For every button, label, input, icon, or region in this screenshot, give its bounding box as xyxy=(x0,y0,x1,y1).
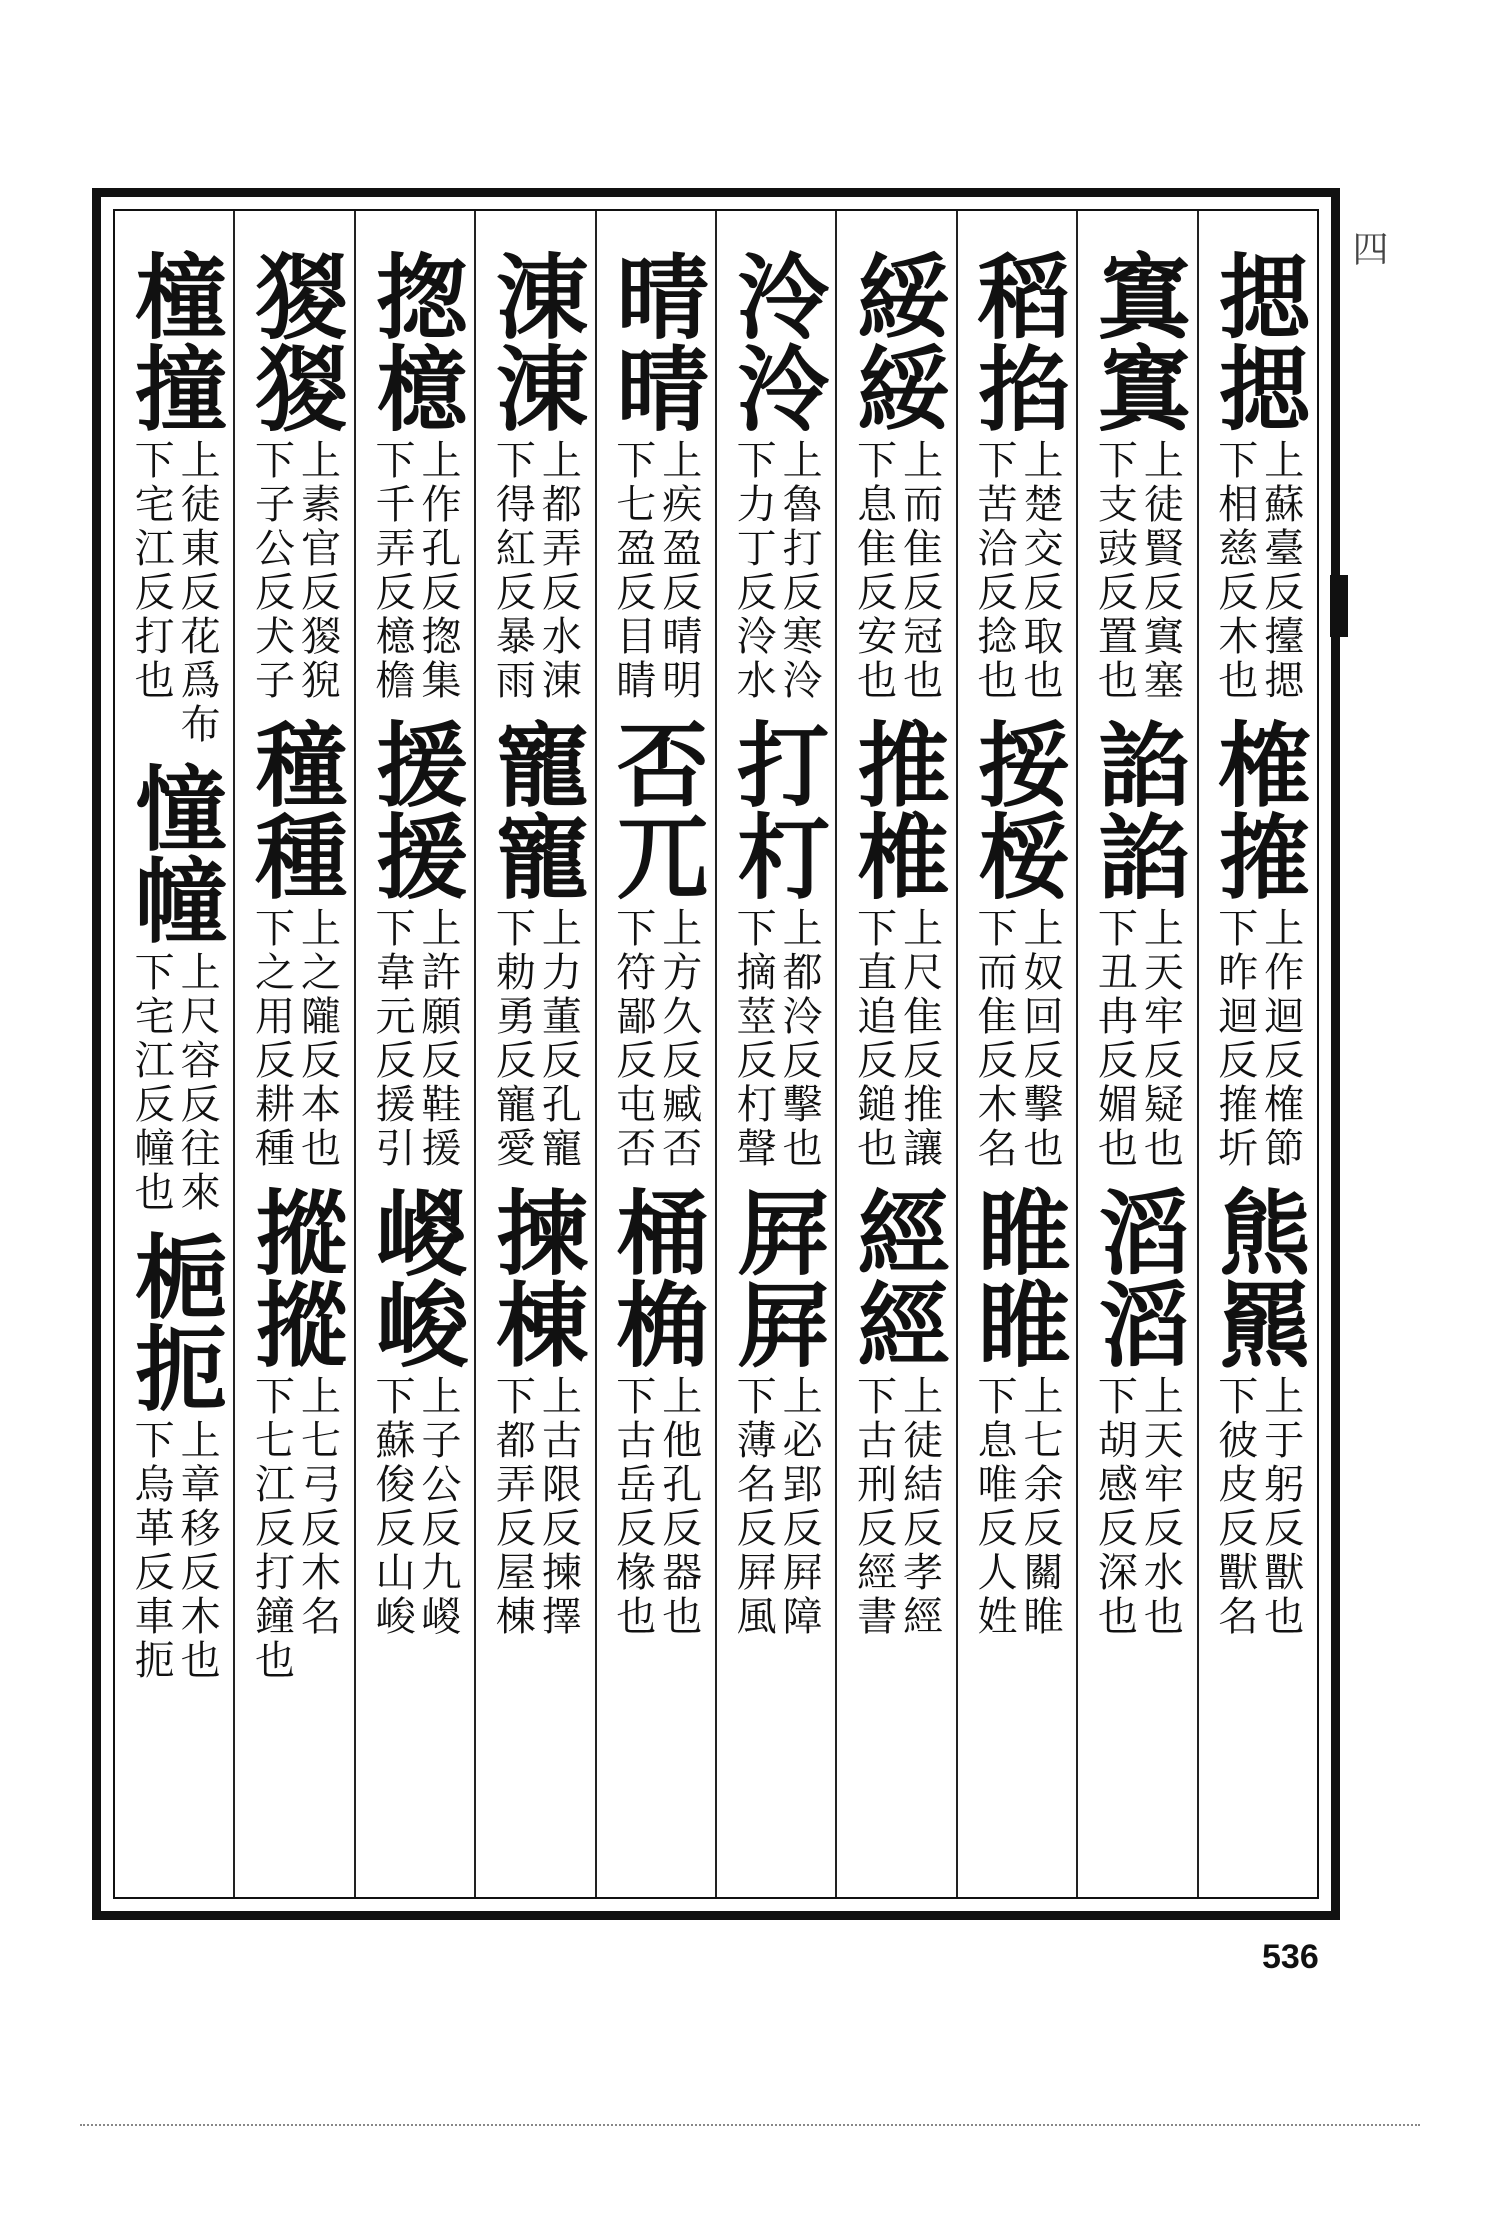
entry-gloss xyxy=(128,439,221,747)
entry-gloss xyxy=(248,907,341,1171)
gloss-lower-reading: 下息隹反安也 xyxy=(850,439,897,703)
gloss-upper-reading: 上古限反揀擇 xyxy=(535,1375,582,1639)
entry-headword: 綏綏 xyxy=(842,249,951,433)
entry-headword: 榷搉 xyxy=(1203,717,1312,901)
gloss-lower-reading: 下而隹反木名 xyxy=(970,907,1017,1171)
gloss-lower-reading: 下摘莖反朾聲 xyxy=(730,907,777,1171)
dictionary-entry xyxy=(1199,249,1317,717)
gloss-upper-reading: 上而隹反冠也 xyxy=(896,439,943,703)
entry-gloss xyxy=(970,907,1063,1171)
entry-headword: 否兀 xyxy=(601,717,710,901)
dictionary-entry xyxy=(1078,1185,1196,1653)
gloss-upper-reading: 上魯打反寒泠 xyxy=(776,439,823,703)
gloss-lower-reading: 下勅勇反寵愛 xyxy=(489,907,536,1171)
entry-headword: 挼桵 xyxy=(962,717,1071,901)
entry-gloss xyxy=(730,439,823,703)
gloss-lower-reading: 下古岳反椽也 xyxy=(609,1375,656,1639)
dictionary-column xyxy=(715,211,835,1897)
entry-headword: 晴晴 xyxy=(601,249,710,433)
gloss-lower-reading: 下得紅反暴雨 xyxy=(489,439,536,703)
gloss-lower-reading: 下七江反打鐘也 xyxy=(248,1375,295,1683)
gloss-lower-reading: 下都弄反屋棟 xyxy=(489,1375,536,1639)
dictionary-entry xyxy=(837,1185,955,1653)
entry-gloss xyxy=(368,1375,461,1639)
gloss-upper-reading: 上七弓反木名 xyxy=(294,1375,341,1639)
dictionary-column xyxy=(1076,211,1196,1897)
dictionary-entry xyxy=(717,717,835,1185)
margin-mark: 四 xyxy=(1347,230,1388,266)
gloss-upper-reading: 上徒結反孝經 xyxy=(896,1375,943,1639)
entry-headword: 經經 xyxy=(842,1185,951,1369)
gloss-lower-reading: 下丑冉反媚也 xyxy=(1091,907,1138,1171)
entry-headword: 摐摐 xyxy=(240,1185,349,1369)
dictionary-entry xyxy=(476,249,594,717)
dictionary-entry xyxy=(235,1185,353,1697)
gloss-lower-reading: 下宅江反幢也 xyxy=(128,951,175,1215)
gloss-upper-reading: 上都泠反擊也 xyxy=(776,907,823,1171)
entry-gloss xyxy=(1211,1375,1304,1639)
entry-gloss xyxy=(850,1375,943,1639)
dictionary-entry xyxy=(597,717,715,1185)
gloss-lower-reading: 下彼皮反獸名 xyxy=(1211,1375,1258,1639)
gloss-upper-reading: 上蘇臺反擡揌 xyxy=(1257,439,1304,703)
gloss-upper-reading: 上尺隹反推讓 xyxy=(896,907,943,1171)
gloss-upper-reading: 上楚交反取也 xyxy=(1016,439,1063,703)
dictionary-column xyxy=(595,211,715,1897)
entry-gloss xyxy=(128,951,221,1215)
gloss-upper-reading: 上都弄反水涷 xyxy=(535,439,582,703)
dictionary-entry xyxy=(717,1185,835,1653)
dictionary-entry xyxy=(597,249,715,717)
entry-gloss xyxy=(248,439,341,703)
gloss-lower-reading: 下之用反耕種 xyxy=(248,907,295,1171)
entry-headword: 打朾 xyxy=(722,717,831,901)
dictionary-column xyxy=(354,211,474,1897)
dictionary-entry xyxy=(1199,1185,1317,1653)
entry-headword: 涷涷 xyxy=(481,249,590,433)
page-frame xyxy=(92,188,1340,1920)
entry-headword: 熊羆 xyxy=(1203,1185,1312,1369)
entry-headword: 窴窴 xyxy=(1083,249,1192,433)
gloss-upper-reading: 上之隴反本也 xyxy=(294,907,341,1171)
dictionary-entry xyxy=(115,1229,233,1697)
gloss-lower-reading: 下七盈反目睛 xyxy=(609,439,656,703)
entry-headword: 滔滔 xyxy=(1083,1185,1192,1369)
entry-headword: 憧幢 xyxy=(120,761,229,945)
gloss-upper-reading: 上奴回反擊也 xyxy=(1016,907,1063,1171)
gloss-lower-reading: 下支豉反置也 xyxy=(1091,439,1138,703)
dictionary-column xyxy=(1197,211,1317,1897)
gloss-upper-reading: 上許願反鞋援 xyxy=(414,907,461,1171)
entry-headword: 睢睢 xyxy=(962,1185,1071,1369)
gloss-upper-reading: 上徒賢反窴塞 xyxy=(1137,439,1184,703)
entry-headword: 穜種 xyxy=(240,717,349,901)
dictionary-entry xyxy=(1078,249,1196,717)
dictionary-column xyxy=(835,211,955,1897)
entry-headword: 援援 xyxy=(360,717,469,901)
entry-gloss xyxy=(1091,439,1184,703)
entry-gloss xyxy=(128,1419,221,1683)
page-number: 536 xyxy=(1262,1938,1319,1976)
gloss-lower-reading: 下千弄反檍檐 xyxy=(368,439,415,703)
gloss-upper-reading: 上素官反猣猊 xyxy=(294,439,341,703)
entry-gloss xyxy=(730,1375,823,1639)
dictionary-entry xyxy=(115,249,233,761)
dictionary-entry xyxy=(115,761,233,1229)
dictionary-entry xyxy=(837,249,955,717)
entry-headword: 揔檍 xyxy=(360,249,469,433)
gloss-upper-reading: 上七余反關睢 xyxy=(1016,1375,1063,1639)
dictionary-entry xyxy=(476,717,594,1185)
dictionary-entry xyxy=(597,1185,715,1653)
entry-gloss xyxy=(609,439,702,703)
gloss-upper-reading: 上天牢反水也 xyxy=(1137,1375,1184,1639)
gloss-upper-reading: 上于躬反獸也 xyxy=(1257,1375,1304,1639)
dictionary-entry xyxy=(476,1185,594,1653)
gloss-upper-reading: 上章移反木也 xyxy=(174,1419,221,1683)
gloss-upper-reading: 上必郢反屛障 xyxy=(776,1375,823,1639)
entry-gloss xyxy=(489,439,582,703)
gloss-lower-reading: 下胡感反深也 xyxy=(1091,1375,1138,1639)
entry-gloss xyxy=(1211,907,1304,1171)
gloss-lower-reading: 下息唯反人姓 xyxy=(970,1375,1017,1639)
entry-gloss xyxy=(1091,907,1184,1171)
dictionary-entry xyxy=(837,717,955,1185)
entry-headword: 屛屛 xyxy=(722,1185,831,1369)
gloss-lower-reading: 下昨迴反搉圻 xyxy=(1211,907,1258,1171)
entry-headword: 寵寵 xyxy=(481,717,590,901)
entry-headword: 嵕峻 xyxy=(360,1185,469,1369)
gloss-lower-reading: 下薄名反屛風 xyxy=(730,1375,777,1639)
dictionary-column xyxy=(115,211,233,1897)
entry-headword: 諂諂 xyxy=(1083,717,1192,901)
dictionary-entry xyxy=(235,249,353,717)
dictionary-column xyxy=(233,211,353,1897)
entry-gloss xyxy=(850,439,943,703)
entry-headword: 梔扼 xyxy=(120,1229,229,1413)
gloss-upper-reading: 上疾盈反晴明 xyxy=(655,439,702,703)
entry-headword: 推椎 xyxy=(842,717,951,901)
bottom-dotted-rule xyxy=(80,2124,1420,2126)
entry-gloss xyxy=(1091,1375,1184,1639)
gloss-lower-reading: 下古刑反經書 xyxy=(850,1375,897,1639)
dictionary-entry xyxy=(958,249,1076,717)
dictionary-entry xyxy=(1199,717,1317,1185)
entry-gloss xyxy=(970,1375,1063,1639)
entry-gloss xyxy=(1211,439,1304,703)
entry-gloss xyxy=(248,1375,341,1683)
frame-inner-border xyxy=(113,209,1319,1899)
dictionary-entry xyxy=(958,1185,1076,1653)
dictionary-entry xyxy=(717,249,835,717)
gloss-upper-reading: 上方久反臧否 xyxy=(655,907,702,1171)
text-columns xyxy=(115,211,1317,1897)
dictionary-column xyxy=(474,211,594,1897)
gloss-lower-reading: 下烏革反車扼 xyxy=(128,1419,175,1683)
dictionary-entry xyxy=(235,717,353,1185)
gloss-lower-reading: 下韋元反援引 xyxy=(368,907,415,1171)
gloss-lower-reading: 下直追反鎚也 xyxy=(850,907,897,1171)
gloss-lower-reading: 下蘇俊反山峻 xyxy=(368,1375,415,1639)
gloss-lower-reading: 下苦洽反捻也 xyxy=(970,439,1017,703)
dictionary-entry xyxy=(356,249,474,717)
entry-gloss xyxy=(489,907,582,1171)
gloss-upper-reading: 上作孔反揔集 xyxy=(414,439,461,703)
entry-headword: 橦撞 xyxy=(120,249,229,433)
gloss-lower-reading: 下相慈反木也 xyxy=(1211,439,1258,703)
entry-headword: 揀棟 xyxy=(481,1185,590,1369)
gloss-upper-reading: 上子公反九嵕 xyxy=(414,1375,461,1639)
entry-headword: 猣猣 xyxy=(240,249,349,433)
entry-gloss xyxy=(368,907,461,1171)
entry-headword: 泠泠 xyxy=(722,249,831,433)
gloss-lower-reading: 下符鄙反屯否 xyxy=(609,907,656,1171)
dictionary-entry xyxy=(1078,717,1196,1185)
margin-tab-mark xyxy=(1330,575,1348,637)
gloss-lower-reading: 下子公反犬子 xyxy=(248,439,295,703)
gloss-upper-reading: 上徒東反花爲布 xyxy=(174,439,221,747)
gloss-upper-reading: 上力董反孔寵 xyxy=(535,907,582,1171)
gloss-lower-reading: 下力丁反泠水 xyxy=(730,439,777,703)
dictionary-entry xyxy=(356,1185,474,1653)
entry-gloss xyxy=(368,439,461,703)
dictionary-entry xyxy=(356,717,474,1185)
entry-headword: 桶桷 xyxy=(601,1185,710,1369)
entry-gloss xyxy=(850,907,943,1171)
entry-gloss xyxy=(609,1375,702,1639)
gloss-upper-reading: 上作迴反榷節 xyxy=(1257,907,1304,1171)
gloss-upper-reading: 上他孔反器也 xyxy=(655,1375,702,1639)
entry-headword: 稻掐 xyxy=(962,249,1071,433)
entry-gloss xyxy=(489,1375,582,1639)
gloss-upper-reading: 上尺容反往來 xyxy=(174,951,221,1215)
entry-gloss xyxy=(970,439,1063,703)
entry-gloss xyxy=(730,907,823,1171)
entry-gloss xyxy=(609,907,702,1171)
entry-headword: 揌揌 xyxy=(1203,249,1312,433)
dictionary-entry xyxy=(958,717,1076,1185)
dictionary-column xyxy=(956,211,1076,1897)
gloss-upper-reading: 上天牢反疑也 xyxy=(1137,907,1184,1171)
gloss-lower-reading: 下宅江反打也 xyxy=(128,439,175,703)
